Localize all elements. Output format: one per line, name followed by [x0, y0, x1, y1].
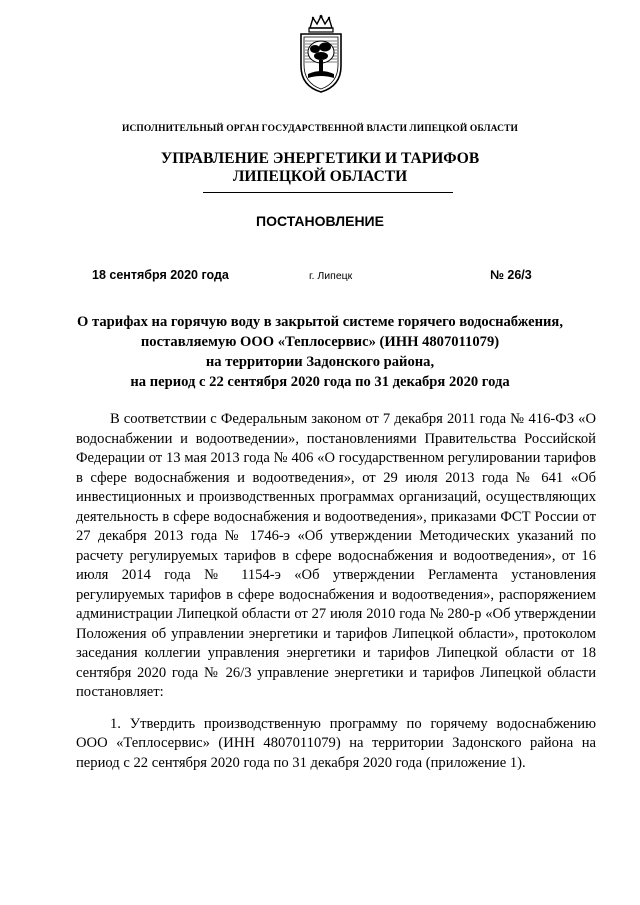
document-city: г. Липецк	[309, 270, 353, 282]
department-name-line2: ЛИПЕЦКОЙ ОБЛАСТИ	[232, 168, 408, 185]
item-1-paragraph: 1. Утвердить производственную программу по горячему водоснабжению ООО «Теплосервис» (ИНН 4807011079) на территории Задонского района на период с 22 сентября 2020 года по 31 декабря 2020 года (приложение 1).	[76, 715, 596, 771]
document-date: 18 сентября 2020 года	[92, 268, 229, 282]
preamble-paragraph: В соответствии с Федеральным законом от 7 декабря 2011 года № 416-ФЗ «О водоснабжении и водоотведении», постановлениями Правительства Российской Федерации от 13 мая 2013 года № 406 «О государственном регулировании тарифов в сфере водоснабжения и водоотведения», от 29 июля 2013 года № 641 «Об инвестиционных и производственных программах организаций, осуществляющих деятельность в сфере водоснабжения и водоотведения», приказами ФСТ России от 27 декабря 2013 года № 1746-э «Об утверждении Методических указаний по расчету регулируемых тарифов в сфере водоснабжения и водоотведения», от 16 июля 2014 года № 1154-э «Об утверждении Регламента установления регулируемых тарифов в сфере водоснабжения и водоотведения», распоряжением администрации Липецкой области от 27 июля 2010 года № 280-р «Об утверждении Положения об управлении энергетики и тарифов Липецкой области», протоколом заседания коллегии управления энергетики и тарифов Липецкой области от 18 сентября 2020 года № 26/3 управление энергетики и тарифов Липецкой области постановляет:	[76, 411, 596, 700]
department-name-line1: УПРАВЛЕНИЕ ЭНЕРГЕТИКИ И ТАРИФОВ	[160, 150, 480, 167]
document-body	[76, 410, 596, 773]
subject-line1: О тарифах на горячую воду в закрытой системе горячего водоснабжения,	[77, 314, 563, 330]
issuing-agency: ИСПОЛНИТЕЛЬНЫЙ ОРГАН ГОСУДАРСТВЕННОЙ ВЛАСТИ ЛИПЕЦКОЙ ОБЛАСТИ	[121, 124, 519, 134]
subject-line4: на период с 22 сентября 2020 года по 31 декабря 2020 года	[130, 374, 510, 390]
document-subject	[60, 312, 580, 392]
document-number: № 26/3	[490, 268, 532, 282]
coat-of-arms-emblem	[296, 14, 346, 94]
subject-line2: поставляемую ООО «Теплосервис» (ИНН 4807011079)	[140, 334, 500, 350]
header-divider	[203, 192, 453, 193]
document-type: ПОСТАНОВЛЕНИЕ	[256, 213, 384, 229]
department-name	[0, 150, 640, 186]
subject-line3: на территории Задонского района,	[205, 354, 435, 370]
